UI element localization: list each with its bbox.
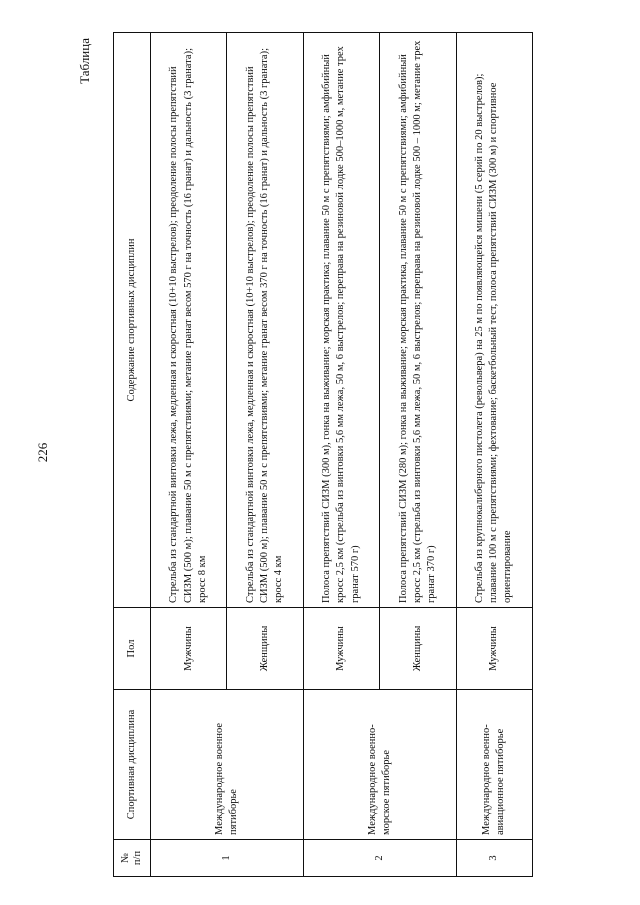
row-content: Стрельба из стандартной винтовки лежа, медленная и скоростная (10+10 выстрелов); преодоление полосы препятствий СИЗМ (500 м); плавание 50 м с препятствиями; метание гранат весом 370 г на точность (16 гранат) и дальность (3 граната); кросс 4 км xyxy=(227,33,303,608)
row-discipline: Международное военно-авиационное пятиборье xyxy=(456,690,532,840)
row-number: 2 xyxy=(303,840,456,877)
header-index-line1: № xyxy=(119,852,131,864)
row-number: 1 xyxy=(151,840,304,877)
row-sex: Женщины xyxy=(380,608,456,690)
header-row xyxy=(114,33,151,877)
disciplines-table xyxy=(113,32,533,877)
header-index-line2: п/п xyxy=(132,850,143,866)
header-content: Содержание спортивных дисциплин xyxy=(114,33,151,608)
row-content: Полоса препятствий СИЗМ (280 м); гонка на выживание; морская практика, плавание 50 м с препятствиями; амфибийный кросс 2,5 км (стрельба из винтовки 5,6 мм лежа, 50 м, 6 выстрелов; переправа на резиновой лодке 500 – 1000 м; метание трех гранат 370 г) xyxy=(380,33,456,608)
header-discipline: Спортивная дисциплина xyxy=(114,690,151,840)
row-content: Стрельба из стандартной винтовки лежа, медленная и скоростная (10+10 выстрелов); преодоление полосы препятствий СИЗМ (500 м); плавание 50 м с препятствиями; метание гранат весом 570 г на точность (16 гранат) и дальность (3 граната); кросс 8 км xyxy=(151,33,227,608)
row-discipline: Международное военно-морское пятиборье xyxy=(303,690,456,840)
row-number: 3 xyxy=(456,840,532,877)
page-number: 226 xyxy=(35,442,50,463)
table-row xyxy=(456,33,532,877)
row-sex: Мужчины xyxy=(303,608,379,690)
row-content: Стрельба из крупнокалиберного пистолета (револьвера) на 25 м по появляющейся мишени (5 серий по 20 выстрелов); плавание 100 м с препятствиями; фехтование; баскетбольный тест, полоса препятствий СИЗМ (300 м) и спортивное ориентирование xyxy=(456,33,532,608)
table-row xyxy=(151,33,227,877)
row-content: Полоса препятствий СИЗМ (300 м), гонка на выживание; морская практика; плавание 50 м с препятствиями; амфибийный кросс 2,5 км (стрельба из винтовки 5,6 мм лежа, 50 м, 6 выстрелов; переправа на резиновой лодке 500–1000 м, метание трех гранат 570 г) xyxy=(303,33,379,608)
row-sex: Мужчины xyxy=(151,608,227,690)
row-discipline: Международное военное пятиборье xyxy=(151,690,304,840)
row-sex: Мужчины xyxy=(456,608,532,690)
table-caption: Таблица xyxy=(77,38,92,84)
header-index xyxy=(114,840,151,877)
row-sex: Женщины xyxy=(227,608,303,690)
table-row xyxy=(303,33,379,877)
header-sex: Пол xyxy=(114,608,151,690)
